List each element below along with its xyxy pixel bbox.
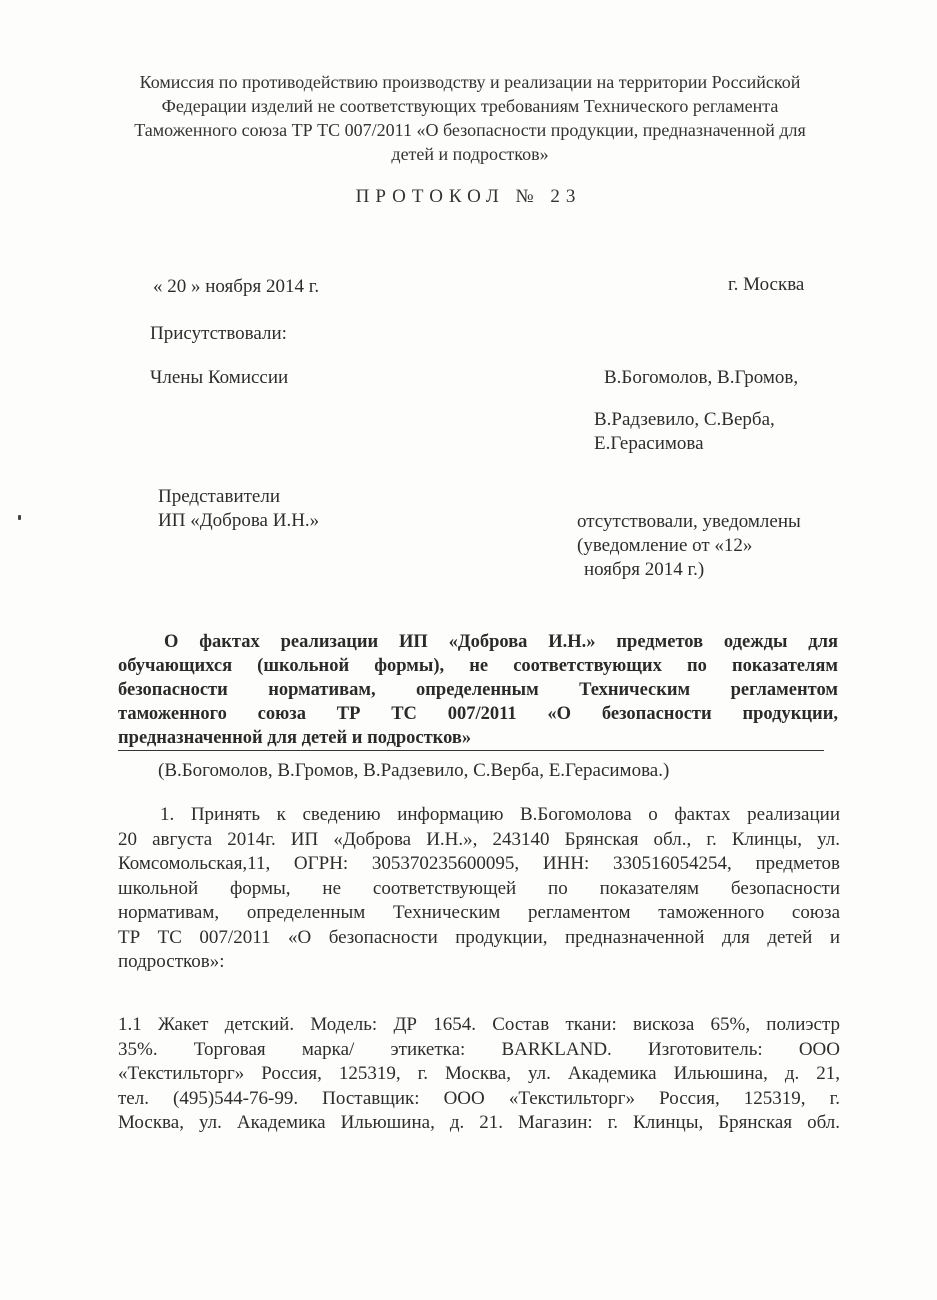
item-line: Москва, ул. Академика Ильюшина, д. 21. Магазин: г. Клинцы, Брянская обл. (118, 1112, 840, 1133)
representatives-status: ноября 2014 г.) (584, 559, 705, 580)
header-line: детей и подростков» (391, 144, 549, 164)
representatives-label: Представители (158, 486, 280, 507)
header-line: Комиссия по противодействию производству и реализации на территории Российской (139, 72, 801, 92)
representatives-status: (уведомление от «12» (577, 535, 753, 556)
representatives-status: отсутствовали, уведомлены (577, 511, 801, 532)
protocol-date: « 20 » ноября 2014 г. (153, 276, 320, 297)
header-line: Федерации изделий не соответствующих требованиям Технического регламента (161, 96, 779, 116)
decision-item-1 (118, 803, 840, 975)
scan-mark (18, 515, 21, 520)
item-line: нормативам, определенным Техническим регламентом таможенного союза (118, 902, 840, 923)
agenda-topic (118, 630, 838, 751)
decision-item-1-1 (118, 1013, 840, 1136)
commission-header (100, 70, 840, 166)
item-line: 20 августа 2014г. ИП «Доброва И.Н.», 243140 Брянская обл., г. Клинцы, ул. (118, 828, 840, 850)
members-label: Члены Комиссии (150, 367, 289, 388)
topic-line: безопасности нормативам, определенным Техническим регламентом (118, 680, 838, 700)
protocol-title: ПРОТОКОЛ № 23 (355, 186, 582, 207)
topic-line: обучающихся (школьной формы), не соответствующих по показателям (118, 656, 838, 676)
item-line: подростков»: (118, 951, 225, 972)
item-line: тел. (495)544-76-99. Поставщик: ООО «Текстильторг» Россия, 125319, г. (118, 1087, 840, 1109)
representatives-label: ИП «Доброва И.Н.» (158, 510, 320, 531)
members-names: В.Радзевило, С.Верба, (594, 409, 775, 430)
item-line: ТР ТС 007/2011 «О безопасности продукции, предназначенной для детей и (118, 926, 840, 948)
header-line: Таможенного союза ТР ТС 007/2011 «О безопасности продукции, предназначенной для (134, 120, 806, 140)
topic-line: предназначенной для детей и подростков» (118, 726, 824, 751)
item-line: «Текстильторг» Россия, 125319, г. Москва, ул. Академика Ильюшина, д. 21, (118, 1063, 840, 1084)
members-names: В.Богомолов, В.Громов, (604, 367, 799, 388)
item-line: 35%. Торговая марка/ этикетка: BARKLAND. Изготовитель: ООО (118, 1038, 840, 1060)
present-label: Присутствовали: (150, 323, 287, 344)
protocol-city: г. Москва (728, 274, 805, 295)
members-names: Е.Герасимова (594, 433, 704, 454)
item-line: 1. Принять к сведению информацию В.Богомолова о фактах реализации (160, 804, 840, 825)
item-line: школьной формы, не соответствующей по показателям безопасности (118, 877, 840, 899)
item-line: Комсомольская,11, ОГРН: 305370235600095, ИНН: 330516054254, предметов (118, 853, 840, 874)
topic-line: таможенного союза ТР ТС 007/2011 «О безопасности продукции, (118, 704, 838, 724)
item-line: 1.1 Жакет детский. Модель: ДР 1654. Состав ткани: вискоза 65%, полиэстр (118, 1014, 840, 1035)
topic-line: О фактах реализации ИП «Доброва И.Н.» предметов одежды для (164, 632, 838, 652)
speakers: (В.Богомолов, В.Громов, В.Радзевило, С.Верба, Е.Герасимова.) (158, 760, 670, 781)
